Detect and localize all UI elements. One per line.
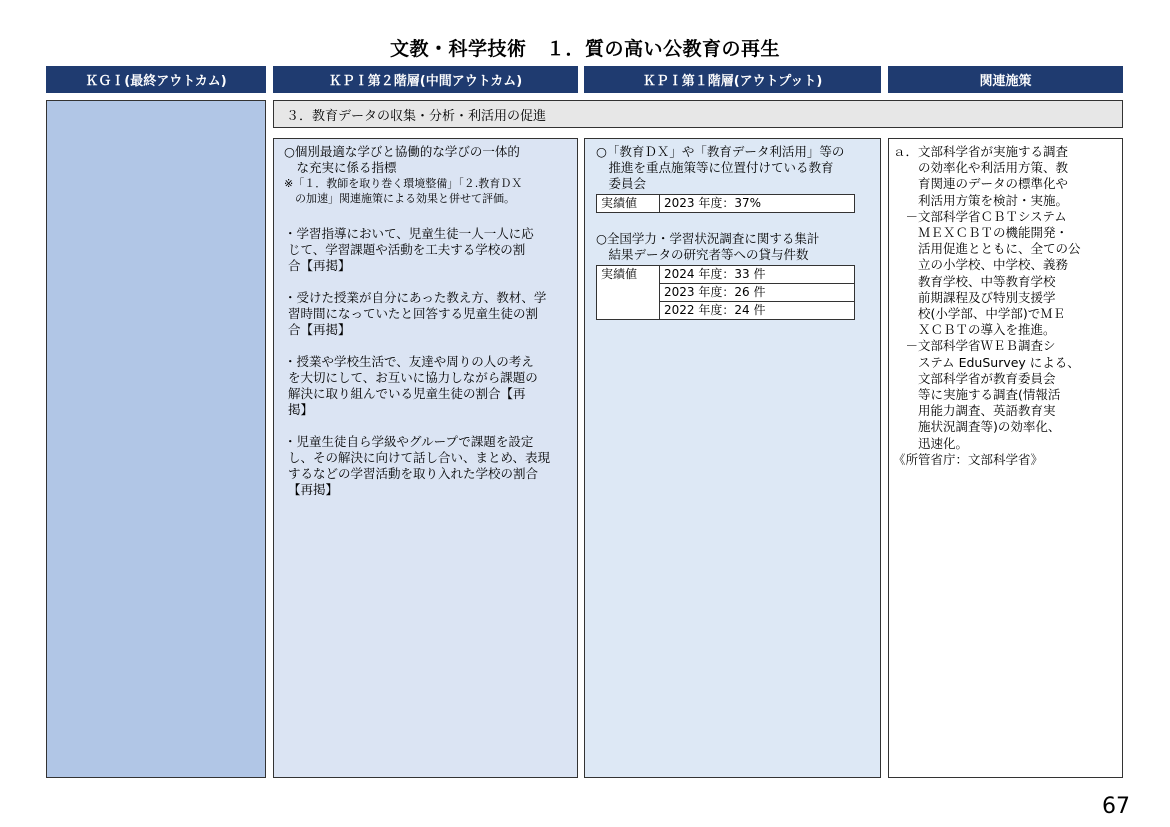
section-band <box>273 100 1123 128</box>
result-value: 2023 年度：26 件 <box>660 284 855 302</box>
result-value: 2023 年度：37% <box>660 195 855 213</box>
page-title: 文教・科学技術 １．質の高い公教育の再生 <box>389 38 780 60</box>
kgi-column <box>46 100 266 778</box>
kpi2-item-4: ・授業や学校生活で、友達や周りの人の考え を大切にして、お互いに協力しながら課題の 解決に取り組んでいる児童生徒の割合【再 掲】 <box>284 354 538 417</box>
result-label: 実績値 <box>597 195 660 213</box>
result-value: 2024 年度：33 件 <box>660 266 855 284</box>
kpi2-item-2: ・学習指導において、児童生徒一人一人に応 じて、学習課題や活動を工夫する学校の割 合【再掲】 <box>284 226 534 273</box>
table-row <box>597 195 855 213</box>
kpi1-item-2: ○全国学力・学習状況調査に関する集計 結果データの研究者等への貸与件数 <box>596 231 820 262</box>
related-text: ａ．文部科学省が実施する調査 の効率化や利活用方策、教 育関連のデータの標準化や 利活用方策を検討・実施。 －文部科学省ＣＢＴシステム ＭＥＸＣＢＴの機能開発・ 活用促進とともに、全ての公 立の小学校、中学校、義務 教育学校、中等教育学校 前期課程及び特別支援学 校(小学部、中学部)でＭＥ ＸＣＢＴの導入を推進。 －文部科学省ＷＥＢ調査シ ステム EduSurvey による、 文部科学省が教育委員会 等に実施する調査(情報活 用能力調査、英語教育実 施状況調査等)の効率化、 迅速化。 《所管省庁：文部科学省》 <box>893 144 1081 467</box>
kpi1-item-1: ○「教育ＤＸ」や「教育データ利活用」等の 推進を重点施策等に位置付けている教育 委員会 <box>596 144 845 191</box>
related-content <box>893 144 1121 468</box>
kpi2-item-1: ○個別最適な学びと協働的な学びの一体的 な充実に係る指標 <box>284 144 520 175</box>
page-number: 67 <box>1102 794 1130 819</box>
header-kpi1: ＫＰＩ第１階層(アウトプット) <box>584 66 881 93</box>
kpi1-result-table-1 <box>596 194 855 213</box>
kpi2-item-5: ・児童生徒自ら学級やグループで課題を設定 し、その解決に向けて話し合い、まとめ、表現 するなどの学習活動を取り入れた学校の割合 【再掲】 <box>284 434 550 497</box>
section-title: ３．教育データの収集・分析・利活用の促進 <box>286 108 547 124</box>
header-related: 関連施策 <box>888 66 1123 93</box>
kpi1-result-table-2 <box>596 265 855 320</box>
table-row <box>597 266 855 284</box>
kpi2-content <box>284 144 574 498</box>
kpi1-content <box>596 144 876 320</box>
result-value: 2022 年度：24 件 <box>660 302 855 320</box>
result-label: 実績値 <box>597 266 660 320</box>
header-kgi: ＫＧＩ(最終アウトカム) <box>46 66 266 93</box>
kpi2-note: ※「１．教師を取り巻く環境整備」「２.教育ＤＸ の加速」関連施策による効果と併せて評価。 <box>284 177 523 205</box>
header-kpi2: ＫＰＩ第２階層(中間アウトカム) <box>273 66 578 93</box>
kpi2-item-3: ・受けた授業が自分にあった教え方、教材、学 習時間になっていたと回答する児童生徒の割 合【再掲】 <box>284 290 547 337</box>
